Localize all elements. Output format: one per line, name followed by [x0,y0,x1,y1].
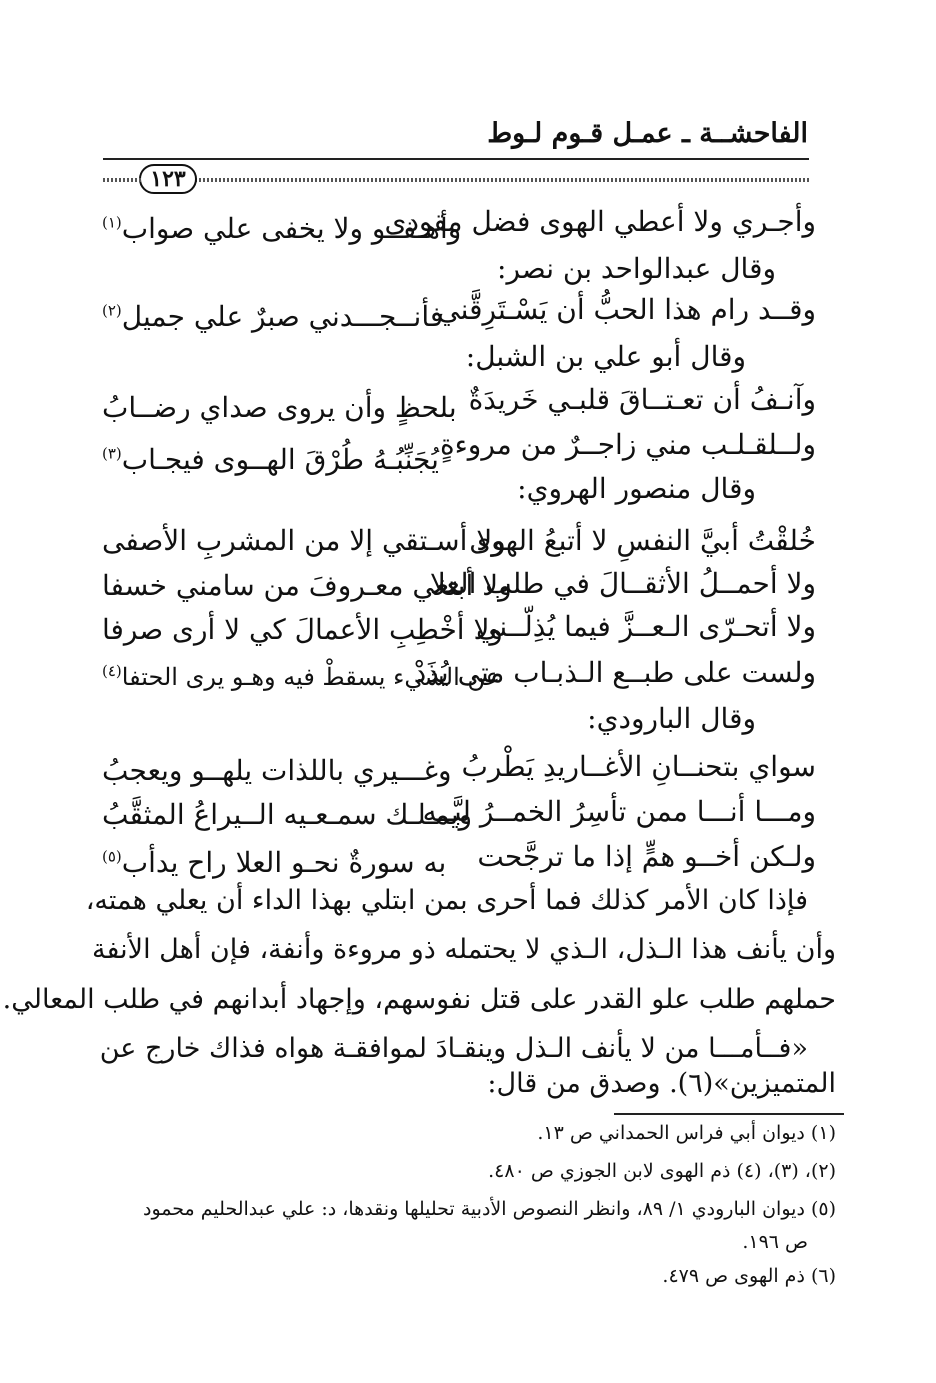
verse-right-hemistich: وقــد رام هذا الحبُّ أن يَسْـتَرِقَّني [437,293,816,326]
footnote: (٢)، (٣)، (٤) ذم الهوى لابن الجوزي ص ٤٨٠. [488,1160,836,1182]
verse-right-hemistich: سواي بتحنــانِ الأغــاريدِ يَطْربُ [461,750,816,783]
verse-right-hemistich: ولا أتحـرّى الـعــزَّ فيما يُذِلّــني [476,610,816,643]
poet-intro: وقال أبو علي بن الشبل: [465,340,746,373]
footnote: (٦) ذم الهوى ص ٤٧٩. [662,1265,836,1287]
verse-left-hemistich: بلحظٍ وأن يروى صداي رضــابُ [102,391,457,424]
page-number: ١٢٣ [139,164,197,194]
footnote-ref: (٣) [102,444,122,463]
verse-right-hemistich: وأجـري ولا أعطي الهوى فضل مقودي [384,205,816,238]
footnote-ref: (١) [102,213,122,232]
verse-left-hemistich [102,212,461,245]
hemistich-text: يُجَنِّبُـهُ طُرْقَ الهــوى فيجـاب [121,443,439,476]
dotted-rule-right [195,178,809,182]
hemistich-text: به سورةٌ نحـو العلا راح يدأب [121,846,447,879]
verse-left-hemistich [102,846,446,879]
footnote-ref: (٥) [102,847,122,866]
poet-intro: وقال البارودي: [587,702,756,735]
verse-right-hemistich: خُلقْتُ أبيَّ النفسِ لا أتبعُ الهوى [469,524,816,557]
prose-line: «فــأمـــا من لا يأنف الـذل وينقـادَ لموافقـة هواه فذاك خارج عن [99,1033,808,1064]
running-title: الفاحشــة ـ عمـل قـوم لـوط [487,118,808,149]
footnote-ref: (٤) [102,662,122,680]
verse-right-hemistich: ولا أحمــلُ الأثقــالَ في طلب العلا [429,567,816,600]
hemistich-text: وأهـفــو ولا يخفى علي صواب [121,212,462,245]
verse-left-hemistich: ولا أسـتقي إلا من المشربِ الأصفى [102,524,506,557]
verse-left-hemistich [102,443,439,476]
verse-left-hemistich [102,662,500,691]
prose-line: وأن يأنف هذا الـذل، الـذي لا يحتمله ذو مروءة وأنفة، فإن أهل الأنفة [92,934,836,965]
verse-left-hemistich: ولا أبتغي معـروفَ من سامني خسفا [102,569,512,602]
footnote-continuation: ص ١٩٦. [742,1231,808,1253]
header-rule [103,158,809,160]
poet-intro: وقال منصور الهروي: [517,472,756,505]
hemistich-text: عن الشيء يسقطْ فيه وهـو يرى الحتفا [121,663,500,691]
verse-left-hemistich: وغـــيري باللذات يلهــو ويعجبُ [102,754,452,787]
hemistich-text: فأنــجـــدني صبرٌ علي جميل [121,300,444,333]
verse-right-hemistich: ولست على طبــع الـذبـاب متى يُذَدْ [413,656,816,689]
poet-intro: وقال عبدالواحد بن نصر: [497,252,776,285]
verse-right-hemistich: ولــلقـلـب مني زاجــرٌ من مروءةٍ [439,428,816,461]
verse-right-hemistich: وآنـفُ أن تعـتــاقَ قلبـي خَريدَةٌ [468,383,816,416]
footnote: (١) ديوان أبي فراس الحمداني ص ١٣. [537,1122,836,1144]
prose-line: حملهم طلب علو القدر على قتل نفوسهم، وإجهاد أبدانهم في طلب المعالي. [2,984,836,1015]
footnote-ref: (٢) [102,301,122,320]
verse-right-hemistich: ومـــا أنـــا ممن تأسِرُ الخمــرُ لبَّــه [422,795,816,828]
prose-line: فإذا كان الأمر كذلك فما أحرى بمن ابتلي بهذا الداء أن يعلي همته، [85,885,808,916]
verse-left-hemistich: ولا أخْطِبِ الأعمالَ كي لا أرى صرفا [102,613,503,646]
footnote-rule [614,1113,844,1115]
prose-line: المتميزين»(٦). وصدق من قال: [487,1068,836,1099]
page-number-row [103,164,809,196]
verse-left-hemistich: ويمـلـك سمـعـيه الــيراعُ المثقَّبُ [102,798,473,831]
dotted-rule-left [103,178,141,182]
verse-left-hemistich [102,300,443,333]
footnote: (٥) ديوان البارودي ١/ ٨٩، وانظر النصوص الأدبية تحليلها ونقدها، د: علي عبدالحليم محمود [143,1198,836,1220]
verse-right-hemistich: ولـكن أخــو همٍّ إذا ما ترجَّحت [477,840,816,873]
